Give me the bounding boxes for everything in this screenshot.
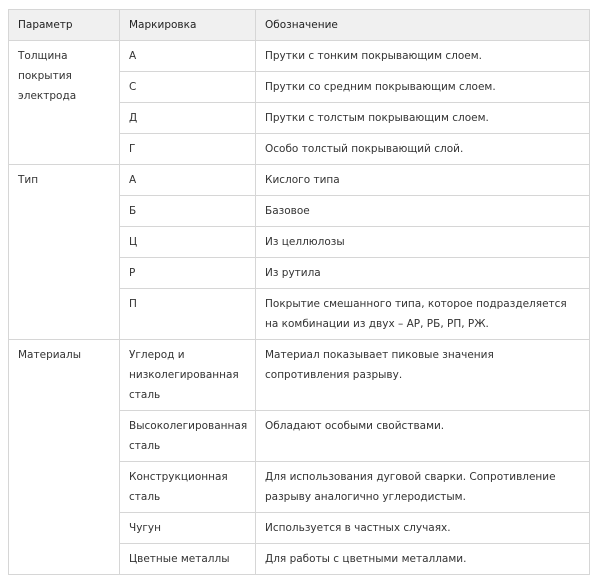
marking-cell: Б [120,196,256,227]
marking-cell: Ц [120,227,256,258]
table-body [9,41,590,575]
marking-cell: Чугун [120,513,256,544]
table-row [9,340,590,411]
designation-cell: Базовое [256,196,590,227]
parameter-cell: Толщина покрытия электрода [9,41,120,165]
marking-cell: А [120,165,256,196]
header-parameter: Параметр [9,10,120,41]
marking-cell: Д [120,103,256,134]
designation-cell: Для работы с цветными металлами. [256,544,590,575]
marking-cell: Конструкционная сталь [120,462,256,513]
designation-cell: Обладают особыми свойствами. [256,411,590,462]
designation-cell: Из целлюлозы [256,227,590,258]
marking-cell: Г [120,134,256,165]
designation-cell: Материал показывает пиковые значения сопротивления разрыву. [256,340,590,411]
parameter-cell: Тип [9,165,120,340]
marking-cell: А [120,41,256,72]
marking-cell: С [120,72,256,103]
table-row [9,41,590,72]
marking-cell: Углерод и низколегированная сталь [120,340,256,411]
electrode-marking-table [8,9,590,575]
marking-cell: Р [120,258,256,289]
table-header [9,10,590,41]
designation-cell: Прутки с толстым покрывающим слоем. [256,103,590,134]
designation-cell: Особо толстый покрывающий слой. [256,134,590,165]
marking-cell: П [120,289,256,340]
designation-cell: Прутки с тонким покрывающим слоем. [256,41,590,72]
designation-cell: Для использования дуговой сварки. Сопротивление разрыву аналогично углеродистым. [256,462,590,513]
electrode-table-container [8,9,589,575]
header-row [9,10,590,41]
header-marking: Маркировка [120,10,256,41]
table-row [9,165,590,196]
designation-cell: Из рутила [256,258,590,289]
designation-cell: Покрытие смешанного типа, которое подразделяется на комбинации из двух – АР, РБ, РП, РЖ. [256,289,590,340]
designation-cell: Используется в частных случаях. [256,513,590,544]
marking-cell: Высоколегированная сталь [120,411,256,462]
marking-cell: Цветные металлы [120,544,256,575]
header-designation: Обозначение [256,10,590,41]
designation-cell: Прутки со средним покрывающим слоем. [256,72,590,103]
designation-cell: Кислого типа [256,165,590,196]
parameter-cell: Материалы [9,340,120,575]
